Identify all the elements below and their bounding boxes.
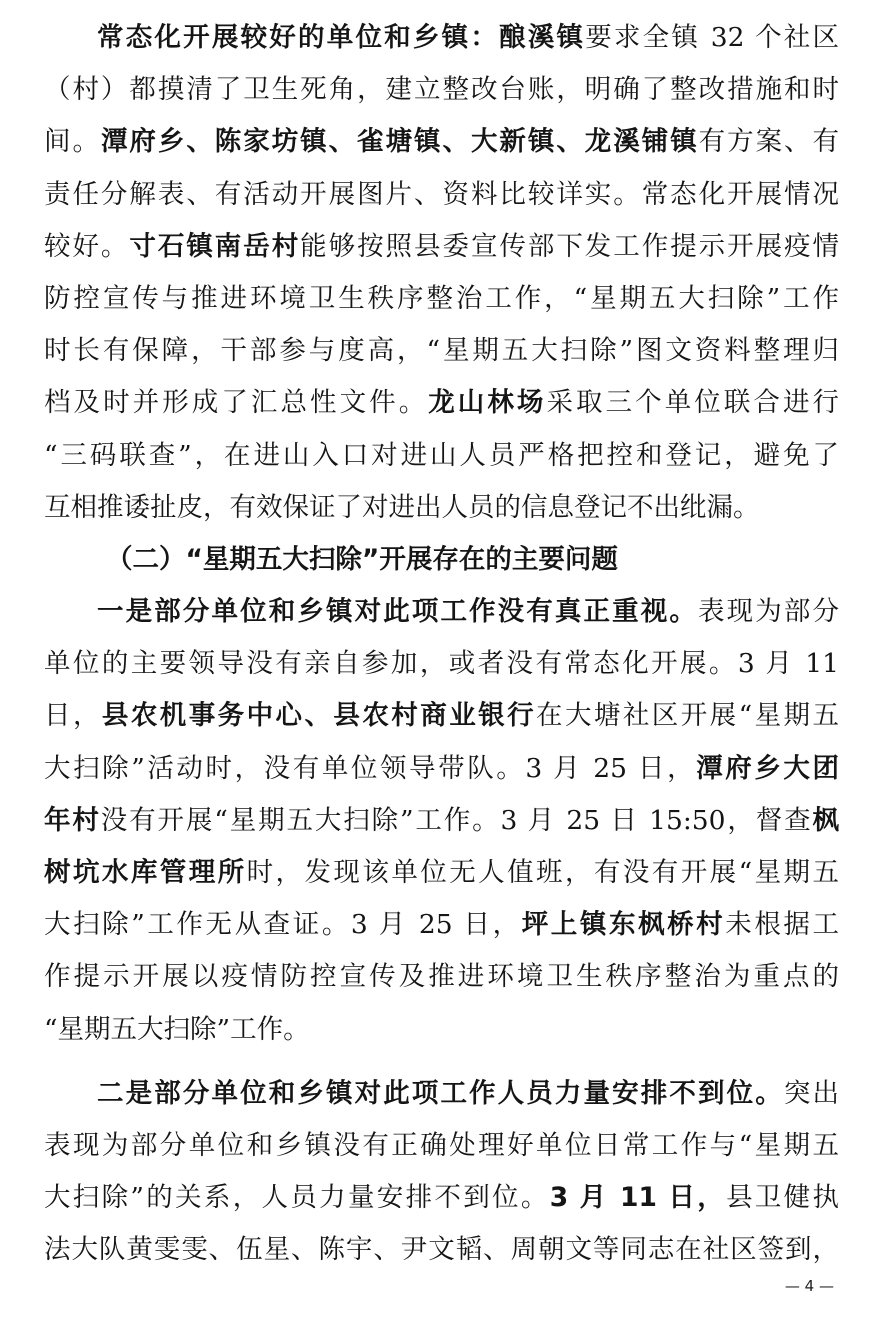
document-body <box>44 12 839 1277</box>
paragraph-line: 单位的主要领导没有亲自参加，或者没有常态化开展。3 月 11 <box>44 648 839 680</box>
paragraph-line: 法大队黄雯雯、伍星、陈宇、尹文韬、周朝文等同志在社区签到， <box>44 1234 839 1266</box>
page-number: — 4 — <box>784 1277 834 1295</box>
paragraph-line: 大扫除”工作无从查证。3 月 25 日，坪上镇东枫桥村未根据工 <box>44 909 839 941</box>
paragraph-line: 间。潭府乡、陈家坊镇、雀塘镇、大新镇、龙溪铺镇有方案、有 <box>44 126 839 158</box>
paragraph-line: （村）都摸清了卫生死角，建立整改台账，明确了整改措施和时 <box>44 74 839 106</box>
paragraph-gap <box>44 1056 839 1068</box>
paragraph-line: 一是部分单位和乡镇对此项工作没有真正重视。表现为部分 <box>97 596 839 628</box>
paragraph-line: 较好。寸石镇南岳村能够按照县委宣传部下发工作提示开展疫情 <box>44 230 839 262</box>
paragraph-line: 时长有保障，干部参与度高，“星期五大扫除”图文资料整理归 <box>44 335 839 367</box>
paragraph-line: 年村没有开展“星期五大扫除”工作。3 月 25 日 15:50，督查枫 <box>44 804 839 836</box>
paragraph-line: 大扫除”的关系，人员力量安排不到位。3 月 11 日，县卫健执 <box>44 1182 839 1214</box>
paragraph-line: 常态化开展较好的单位和乡镇：酿溪镇要求全镇 32 个社区 <box>97 22 839 53</box>
paragraph-line: 树坑水库管理所时，发现该单位无人值班，有没有开展“星期五 <box>44 857 839 888</box>
paragraph-line: 责任分解表、有活动开展图片、资料比较详实。常态化开展情况 <box>44 178 839 210</box>
paragraph-line: 大扫除”活动时，没有单位领导带队。3 月 25 日，潭府乡大团 <box>44 752 839 784</box>
paragraph-line: 作提示开展以疫情防控宣传及推进环境卫生秩序整治为重点的 <box>44 961 839 993</box>
paragraph-line: 防控宣传与推进环境卫生秩序整治工作，“星期五大扫除”工作 <box>44 282 839 314</box>
paragraph-line: “三码联查”，在进山入口对进山人员严格把控和登记，避免了 <box>44 439 839 471</box>
paragraph-line: “星期五大扫除”工作。 <box>44 1013 310 1045</box>
paragraph-line: 互相推诿扯皮，有效保证了对进出人员的信息登记不出纰漏。 <box>44 491 760 523</box>
paragraph-line: 表现为部分单位和乡镇没有正确处理好单位日常工作与“星期五 <box>44 1129 839 1161</box>
paragraph-line: 档及时并形成了汇总性文件。龙山林场采取三个单位联合进行 <box>44 387 839 419</box>
section-heading: （二）“星期五大扫除”开展存在的主要问题 <box>106 543 618 575</box>
paragraph-line: 日，县农机事务中心、县农村商业银行在大塘社区开展“星期五 <box>44 700 839 732</box>
paragraph-line: 二是部分单位和乡镇对此项工作人员力量安排不到位。突出 <box>97 1077 839 1109</box>
